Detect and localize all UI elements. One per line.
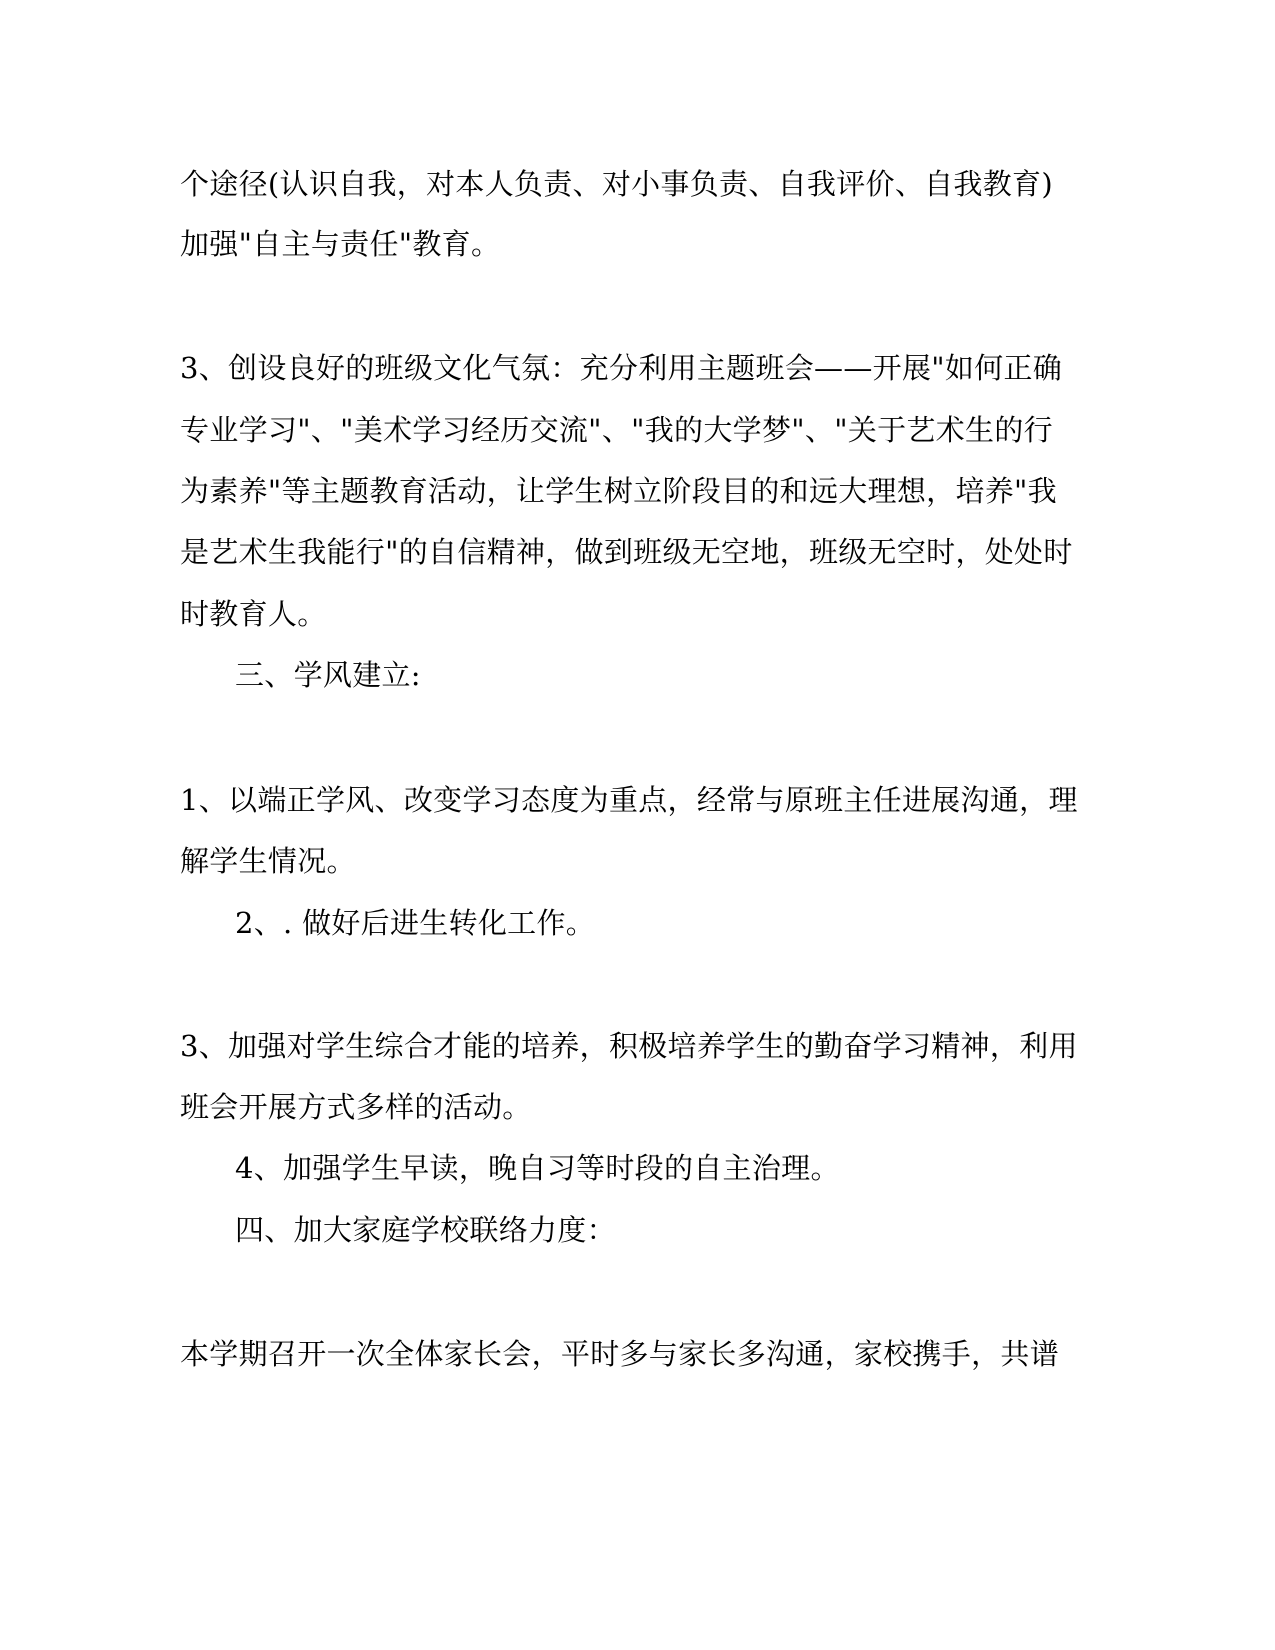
list-item: 2、. 做好后进生转化工作。 [235,906,596,940]
paragraph-line: 个途径(认识自我，对本人负责、对小事负责、自我评价、自我教育) [180,167,1053,201]
paragraph-line: 是艺术生我能行"的自信精神，做到班级无空地，班级无空时，处处时 [180,535,1073,569]
paragraph-line: 为素养"等主题教育活动，让学生树立阶段目的和远大理想，培养"我 [180,474,1057,508]
paragraph-line: 加强"自主与责任"教育。 [180,227,501,261]
section-heading: 三、学风建立: [235,658,421,692]
paragraph-line: 3、加强对学生综合才能的培养，积极培养学生的勤奋学习精神，利用 [180,1029,1078,1063]
paragraph-line: 1、以端正学风、改变学习态度为重点，经常与原班主任进展沟通，理 [180,783,1078,817]
section-heading: 四、加大家庭学校联络力度： [235,1213,616,1247]
paragraph-line: 时教育人。 [180,597,327,631]
paragraph-line: 解学生情况。 [180,844,356,878]
paragraph-line: 3、创设良好的班级文化气氛：充分利用主题班会——开展"如何正确 [180,351,1063,385]
paragraph-line: 专业学习"、"美术学习经历交流"、"我的大学梦"、"关于艺术生的行 [180,413,1053,447]
paragraph-line: 本学期召开一次全体家长会，平时多与家长多沟通，家校携手，共谱 [180,1337,1060,1371]
paragraph-line: 班会开展方式多样的活动。 [180,1090,532,1124]
list-item: 4、加强学生早读，晚自习等时段的自主治理。 [235,1151,840,1185]
